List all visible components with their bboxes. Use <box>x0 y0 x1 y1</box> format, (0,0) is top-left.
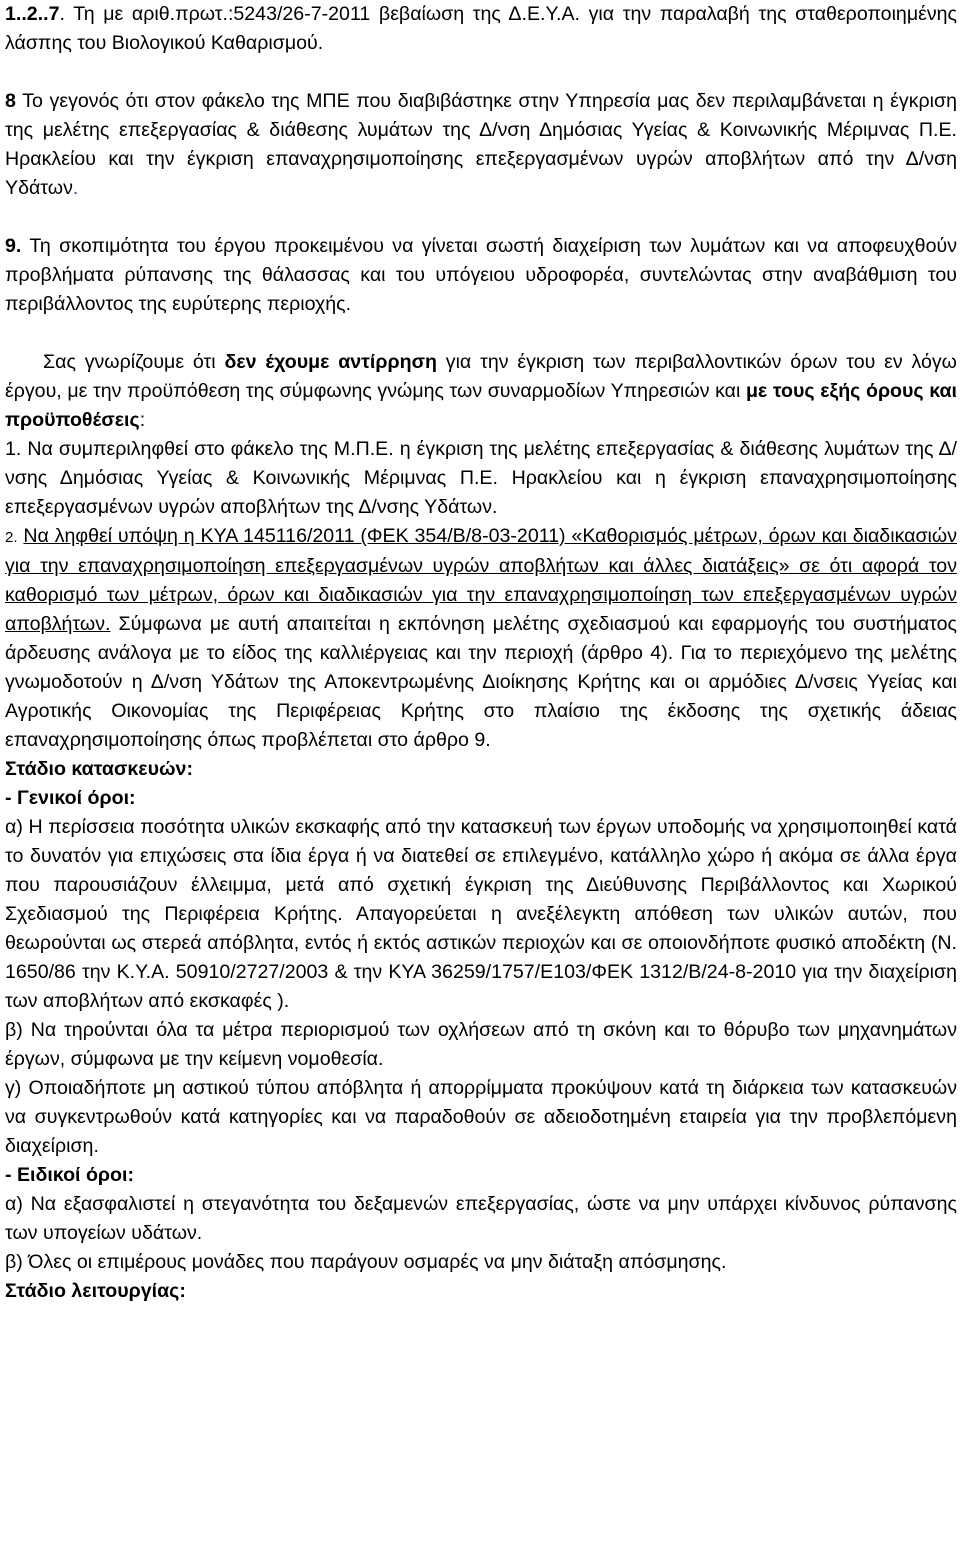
item-end-mark: . <box>72 177 79 199</box>
paragraph-item-9 <box>5 232 957 319</box>
paragraph-condition-1 <box>5 435 957 522</box>
general-term-c: γ) Οποιαδήποτε μη αστικού τύπου απόβλητα ή απορρίμματα προκύψουν κατά τη διάρκεια των κατασκευών να συγκεντρωθούν κατά κατηγορίες και να παραδοθούν σε αδειοδοτημένη εταιρεία για την προβλεπόμενη διαχείριση. <box>5 1077 957 1157</box>
spacer <box>5 319 957 348</box>
item-text: Τη σκοπιμότητα του έργου προκειμένου να γίνεται σωστή διαχείριση των λυμάτων και να αποφευχθούν προβλήματα ρύπανσης της θάλασσας και του υπόγειου υδροφορέα, συντελώντας στην αναβάθμιση του περιβάλλοντος της ευρύτερης περιοχής. <box>5 235 957 315</box>
heading-operation: Στάδιο λειτουργίας: <box>5 1280 186 1302</box>
paragraph-item-8 <box>5 87 957 203</box>
spacer <box>5 203 957 232</box>
heading-construction: Στάδιο κατασκευών: <box>5 758 193 780</box>
heading-general-terms: - Γενικοί όροι: <box>5 787 136 809</box>
intro-post: : <box>139 409 146 431</box>
spacer <box>5 58 957 87</box>
paragraph-item-1-2-7 <box>5 0 957 58</box>
intro-bold-conditions: με τους εξής όρους και προϋποθέσεις <box>5 380 957 431</box>
condition-2-rest: Σύμφωνα με αυτή απαιτείται η εκπόνηση μελέτης σχεδιασμού και εφαρμογής του συστήματος άρδευσης ανάλογα με το είδος της καλλιέργειας και την περιοχή (άρθρο 4). Για το περιεχόμενο της μελέτης γνωμοδοτούν η Δ/νση Υδάτων της Αποκεντρωμένης Διοίκησης Κρήτης και οι αρμόδιες Δ/νσεις Υγείας και Αγροτικής Οικονομίας της Περιφέρειας Κρήτης στο πλαίσιο της έκδοσης της σχετικής άδειας επαναχρησιμοποίησης όπως προβλέπεται στο άρθρο 9. <box>5 613 957 751</box>
document-page <box>5 0 957 1306</box>
item-number: 1..2..7 <box>5 3 60 25</box>
paragraph-condition-2 <box>5 522 957 755</box>
intro-bold-no-objection: δεν έχουμε αντίρρηση <box>224 351 437 373</box>
item-text: Το γεγονός ότι στον φάκελο της ΜΠΕ που διαβιβάστηκε στην Υπηρεσία μας δεν περιλαμβάνεται η έγκριση της μελέτης επεξεργασίας & διάθεσης λυμάτων της Δ/νση Δημόσιας Υγείας & Κοινωνικής Μέριμνας Π.Ε. Ηρακλείου και την έγκριση επαναχρησιμοποίησης επεξεργασμένων υγρών αποβλήτων από την Δ/νση Υδάτων <box>5 90 957 199</box>
heading-special-terms: - Ειδικοί όροι: <box>5 1164 134 1186</box>
special-term-a: α) Να εξασφαλιστεί η στεγανότητα του δεξαμενών επεξεργασίας, ώστε να μην υπάρχει κίνδυνος ρύπανσης των υπογείων υδάτων. <box>5 1193 957 1244</box>
special-term-b: β) Όλες οι επιμέρους μονάδες που παράγουν οσμαρές να μην διάταξη απόσμησης. <box>5 1251 727 1273</box>
general-term-a: α) Η περίσσεια ποσότητα υλικών εκσκαφής από την κατασκευή των έργων υποδομής να χρησιμοποιηθεί κατά το δυνατόν για επιχώσεις στα ίδια έργα ή να διατεθεί σε επιλεγμένο, κατάλληλο χώρο ή ακόμα σε άλλα έργα που παρουσιάζουν έλλειμμα, μετά από σχετική έγκριση της Διεύθυνσης Περιβάλλοντος και Χωρικού Σχεδιασμού της Περιφέρεια Κρήτης. Απαγορεύεται η ανεξέλεγκτη απόθεση των υλικών αυτών, που θεωρούνται ως στερεά απόβλητα, εντός ή εκτός αστικών περιοχών και σε οποιονδήποτε φυσικό αποδέκτη (Ν. 1650/86 την Κ.Υ.Α. 50910/2727/2003 & την ΚΥΑ 36259/1757/Ε103/ΦΕΚ 1312/Β/24-8-2010 για την διαχείριση των αποβλήτων από εκσκαφές ). <box>5 816 957 1012</box>
item-text: . Τη με αριθ.πρωτ.:5243/26-7-2011 βεβαίωση της Δ.Ε.Υ.Α. για την παραλαβή της σταθεροποιημένης λάσπης του Βιολογικού Καθαρισμού. <box>5 3 957 54</box>
general-term-b: β) Να τηρούνται όλα τα μέτρα περιορισμού των οχλήσεων από τη σκόνη και το θόρυβο των μηχανημάτων έργων, σύμφωνα με την κείμενη νομοθεσία. <box>5 1019 957 1070</box>
intro-pre: Σας γνωρίζουμε ότι <box>43 351 225 373</box>
intro-mid: για την έγκριση των περιβαλλοντικών όρων του εν λόγω έργου, με την προϋπόθεση της σύμφωνης γνώμης των συναρμοδίων Υπηρεσιών και <box>5 351 957 402</box>
item-number: 8 <box>5 90 16 112</box>
condition-1-text: 1. Να συμπεριληφθεί στο φάκελο της Μ.Π.Ε. η έγκριση της μελέτης επεξεργασίας & διάθεσης λυμάτων της Δ/νσης Δημόσιας Υγείας & Κοινωνικής Μέριμνας Π.Ε. Ηρακλείου και η έγκριση επαναχρησιμοποίησης επεξεργασμένων υγρών αποβλήτων της Δ/νσης Υδάτων. <box>5 438 957 518</box>
condition-2-number: 2. <box>5 529 18 546</box>
item-number: 9. <box>5 235 22 257</box>
condition-2-underlined: Να ληφθεί υπόψη η ΚΥΑ 145116/2011 (ΦΕΚ 354/Β/8-03-2011) «Καθορισμός μέτρων, όρων και διαδικασιών για την επαναχρησιμοποίηση επεξεργασμένων υγρών αποβλήτων και άλλες διατάξεις» σε ότι αφορά τον καθορισμό των μέτρων, όρων και διαδικασιών για την επαναχρησιμοποίηση των επεξεργασμένων υγρών αποβλήτων. <box>5 525 957 635</box>
paragraph-intro <box>5 348 957 435</box>
